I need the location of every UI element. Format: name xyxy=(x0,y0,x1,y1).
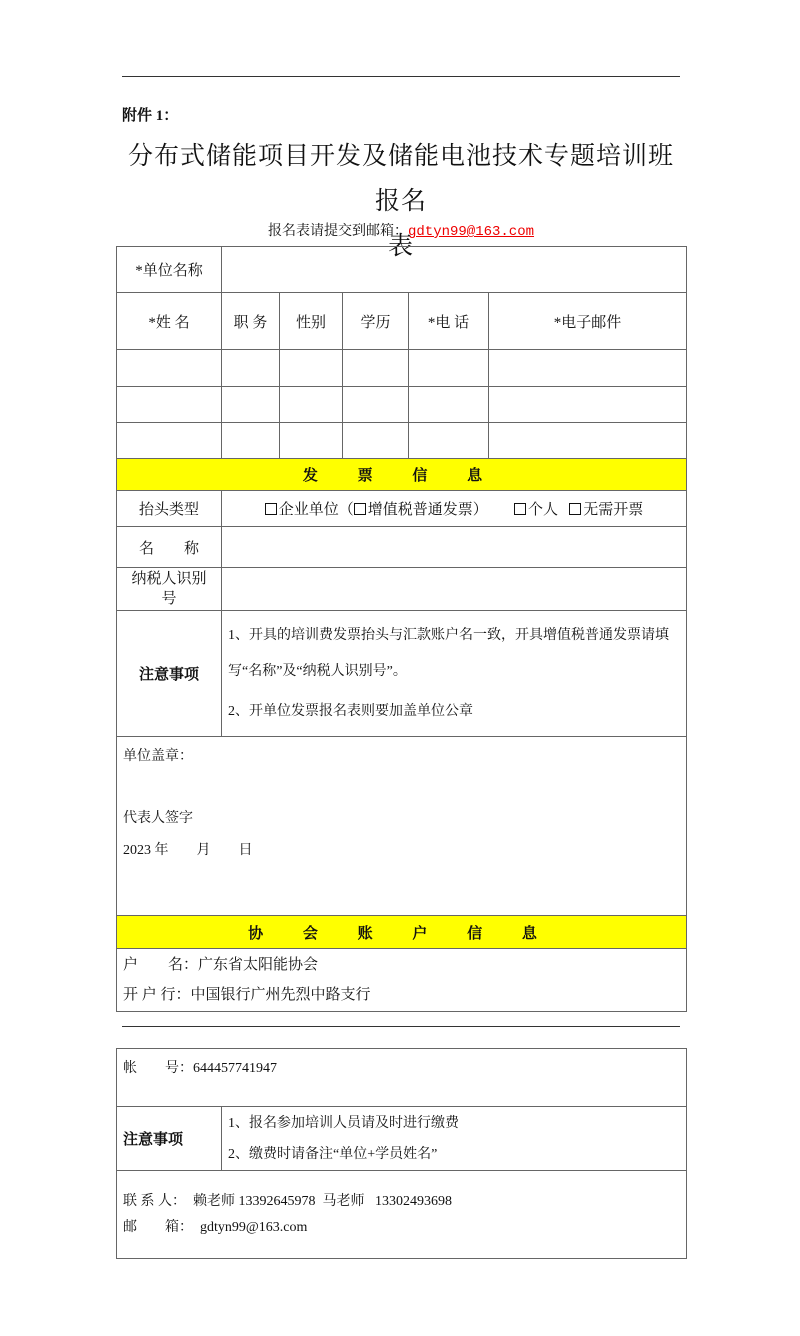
col-position: 职 务 xyxy=(222,293,280,350)
registration-table xyxy=(116,246,687,1012)
table-row xyxy=(117,387,687,423)
submit-instruction xyxy=(116,220,686,240)
account-section-header: 协 会 账 户 信 息 xyxy=(117,916,687,949)
table-row xyxy=(117,350,687,387)
contact-info xyxy=(117,1171,687,1259)
stamp-section xyxy=(117,737,687,916)
account-bank: 开 户 行：中国银行广州先烈中路支行 xyxy=(123,987,371,1003)
taxid-field[interactable] xyxy=(222,568,687,611)
submit-prefix: 报名表请提交到邮箱： xyxy=(267,224,408,239)
option-none: 无需开票 xyxy=(583,502,644,518)
title-type-label: 抬头类型 xyxy=(117,491,222,527)
date-line: 2023 年 月 日 xyxy=(123,843,253,858)
col-phone: *电 话 xyxy=(409,293,489,350)
payment-note-2: 2、缴费时请备注“单位+学员姓名” xyxy=(228,1146,438,1162)
contact-email: 邮 箱： gdtyn99@163.com xyxy=(123,1219,308,1235)
unit-name-label: *单位名称 xyxy=(117,247,222,293)
invoice-section-header: 发 票 信 息 xyxy=(117,459,687,491)
account-holder: 户 名：广东省太阳能协会 xyxy=(123,957,319,973)
payment-notes-label: 注意事项 xyxy=(117,1107,222,1171)
title-type-options xyxy=(222,491,687,527)
cell[interactable] xyxy=(489,387,687,423)
invoice-notes-label: 注意事项 xyxy=(117,611,222,737)
account-table xyxy=(116,1048,687,1259)
column-header-row xyxy=(117,293,687,350)
invoice-notes xyxy=(222,611,687,737)
payment-notes xyxy=(222,1107,687,1171)
option-vat: 增值税普通发票） xyxy=(367,502,488,518)
cell[interactable] xyxy=(222,350,280,387)
table-row xyxy=(117,423,687,459)
title-line-2: 表 xyxy=(387,233,414,260)
top-rule xyxy=(122,76,680,77)
cell[interactable] xyxy=(409,423,489,459)
cell[interactable] xyxy=(117,350,222,387)
cell[interactable] xyxy=(222,423,280,459)
col-education: 学历 xyxy=(343,293,409,350)
cell[interactable] xyxy=(280,387,343,423)
cell[interactable] xyxy=(343,350,409,387)
account-number: 帐 号：644457741947 xyxy=(117,1049,687,1107)
title-line-1: 分布式储能项目开发及储能电池技术专题培训班报名 xyxy=(127,143,674,215)
invoice-name-label: 名 称 xyxy=(117,527,222,568)
signature-label: 代表人签字 xyxy=(123,811,193,826)
cell[interactable] xyxy=(409,350,489,387)
option-company: 企业单位（ xyxy=(278,502,354,518)
checkbox-vat[interactable] xyxy=(354,503,366,515)
checkbox-none[interactable] xyxy=(569,503,581,515)
invoice-note-2: 2、开单位发票报名表则要加盖单位公章 xyxy=(228,703,473,719)
account-info xyxy=(117,949,687,1012)
checkbox-personal[interactable] xyxy=(514,503,526,515)
invoice-name-field[interactable] xyxy=(222,527,687,568)
checkbox-company[interactable] xyxy=(265,503,277,515)
cell[interactable] xyxy=(280,350,343,387)
invoice-note-1: 1、开具的培训费发票抬头与汇款账户名一致，开具增值税普通发票请填写“名称”及“纳税人识别号”。 xyxy=(228,627,669,679)
cell[interactable] xyxy=(280,423,343,459)
cell[interactable] xyxy=(117,387,222,423)
submit-email-link[interactable]: gdtyn99@163.com xyxy=(407,224,535,240)
col-name: *姓 名 xyxy=(117,293,222,350)
cell[interactable] xyxy=(489,423,687,459)
cell[interactable] xyxy=(409,387,489,423)
stamp-label: 单位盖章： xyxy=(123,749,193,764)
col-gender: 性别 xyxy=(280,293,343,350)
cell[interactable] xyxy=(222,387,280,423)
taxid-label: 纳税人识别号 xyxy=(117,568,222,611)
option-personal: 个人 xyxy=(528,502,559,518)
unit-name-field[interactable] xyxy=(222,247,687,293)
payment-note-1: 1、报名参加培训人员请及时进行缴费 xyxy=(228,1115,459,1131)
cell[interactable] xyxy=(489,350,687,387)
cell[interactable] xyxy=(117,423,222,459)
attachment-label: 附件 1： xyxy=(122,108,179,124)
page-break-rule xyxy=(122,1026,680,1027)
col-email: *电子邮件 xyxy=(489,293,687,350)
cell[interactable] xyxy=(343,387,409,423)
cell[interactable] xyxy=(343,423,409,459)
contact-people: 联 系 人： 赖老师 13392645978 马老师 13302493698 xyxy=(123,1193,452,1209)
